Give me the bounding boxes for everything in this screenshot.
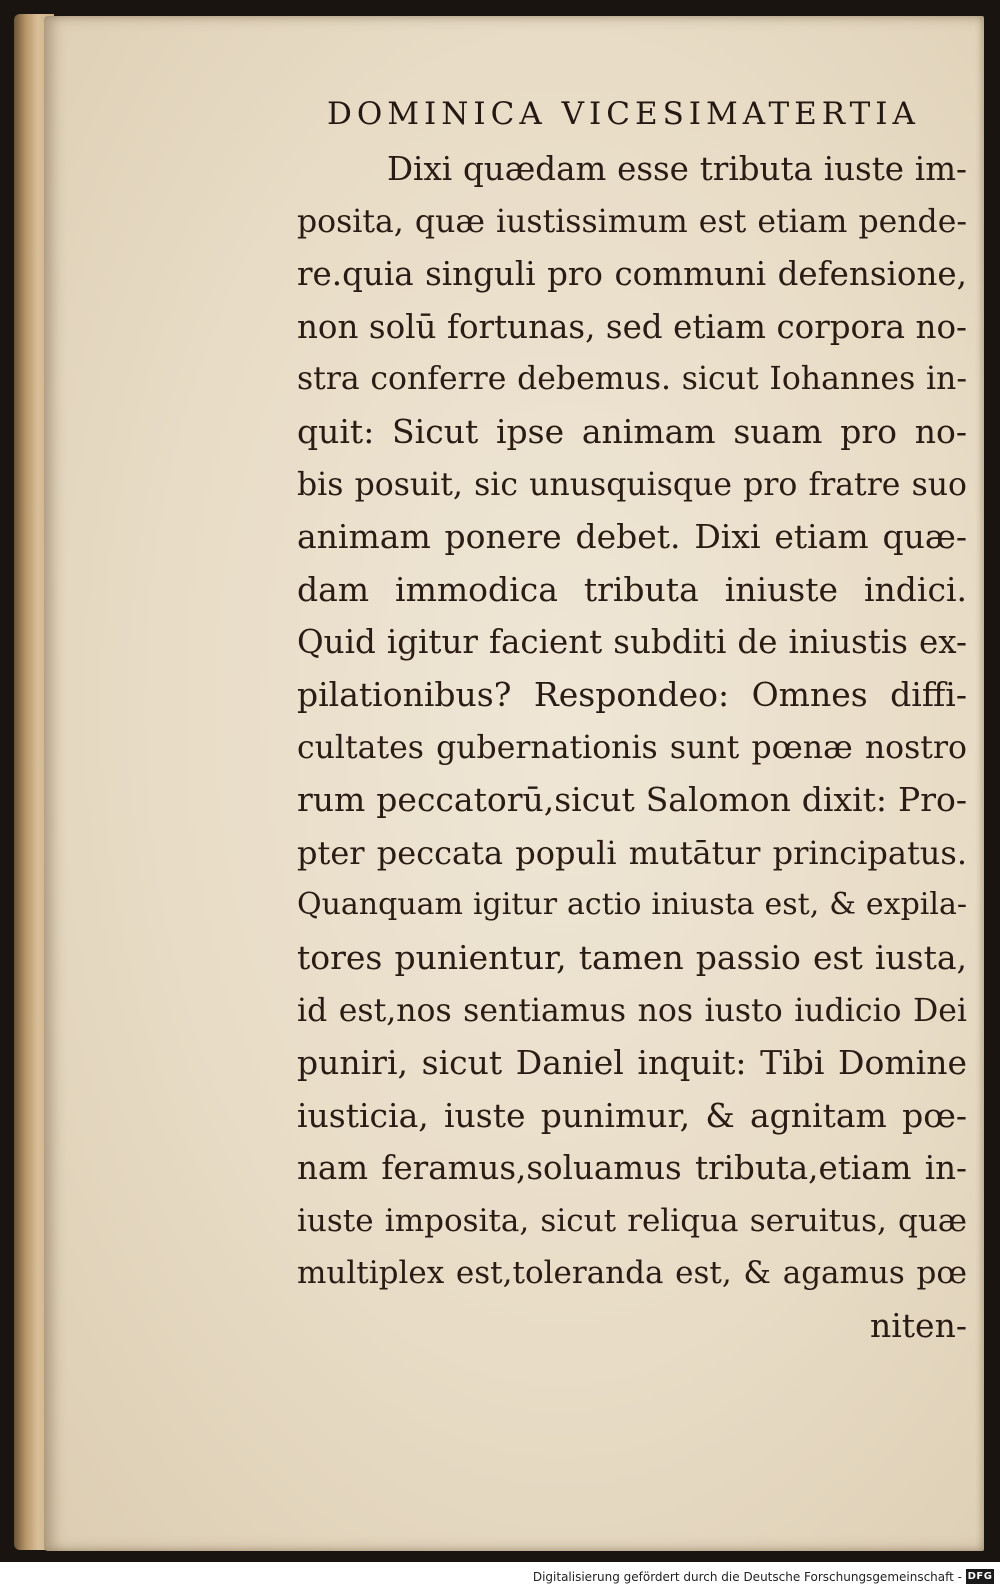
text-line: pter peccata populi mutātur principatus.	[297, 833, 967, 872]
text-line: tores punientur, tamen passio est iusta,	[297, 937, 967, 977]
text-line: id est,nos sentiamus nos iusto iudicio Dei	[297, 992, 967, 1029]
text-line: iuste imposita, sicut reliqua seruitus, quæ	[297, 1202, 967, 1239]
text-line: bis posuit, sic unusquisque pro fratre suo	[297, 466, 967, 503]
text-line: rum peccatorū,sicut Salomon dixit: Pro-	[297, 780, 967, 820]
catchword: niten-	[869, 1306, 967, 1346]
text-line: re.quia singuli pro communi defensione,	[297, 255, 967, 294]
text-line: non solū fortunas, sed etiam corpora no-	[297, 307, 967, 346]
digitization-footer	[0, 1562, 1000, 1596]
text-line: animam ponere debet. Dixi etiam quæ-	[297, 517, 967, 557]
text-line: Quanquam igitur actio iniusta est, & expila-	[297, 887, 967, 923]
dfg-logo: DFG	[967, 1571, 993, 1582]
text-line: nam feramus,soluamus tributa,etiam in-	[297, 1149, 967, 1188]
running-head: DOMINICA VICESIMATERTIA	[327, 96, 920, 132]
text-line: multiplex est,toleranda est, & agamus pœ	[297, 1255, 967, 1292]
text-line: dam immodica tributa iniuste indici.	[297, 569, 967, 609]
text-line: stra conferre debemus. sicut Iohannes in-	[297, 361, 967, 398]
funding-credit: Digitalisierung gefördert durch die Deutsche Forschungsgemeinschaft -	[532, 1570, 962, 1584]
book-page	[44, 16, 984, 1551]
text-line: quit: Sicut ipse animam suam pro no-	[297, 411, 967, 451]
text-line: iusticia, iuste punimur, & agnitam pœ-	[297, 1095, 967, 1135]
text-line: Quid igitur facient subditi de iniustis ex-	[297, 623, 967, 662]
text-line: cultates gubernationis sunt pœnæ nostro	[297, 729, 967, 766]
text-line: posita, quæ iustissimum est etiam pende-	[297, 203, 967, 240]
text-line: pilationibus? Respondeo: Omnes diffi-	[297, 674, 967, 714]
text-block	[297, 143, 967, 1353]
text-line: puniri, sicut Daniel inquit: Tibi Domine	[297, 1043, 967, 1083]
text-line: Dixi quædam esse tributa iuste im-	[387, 150, 967, 188]
